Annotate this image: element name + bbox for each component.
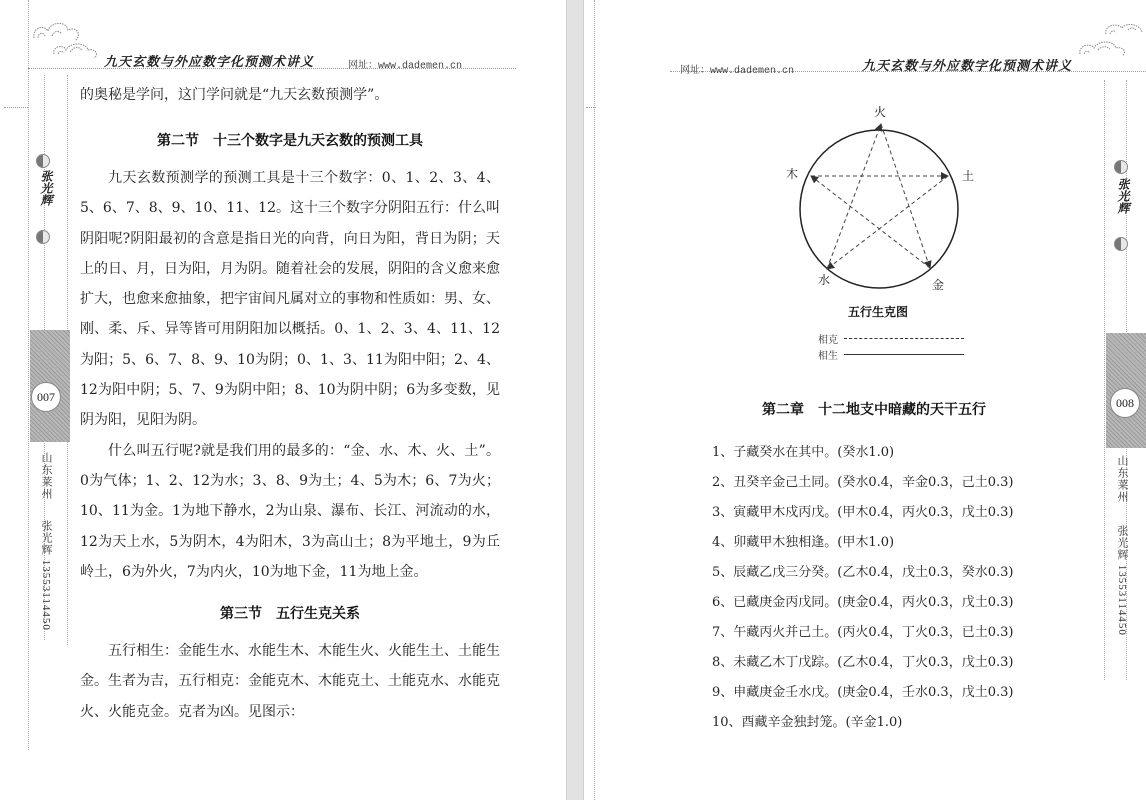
legend-label: 相克 [818, 335, 838, 346]
section-heading: 第三节 五行生克关系 [220, 606, 360, 622]
cloud-ornament-icon [1076, 20, 1146, 70]
list-item: 10、酉藏辛金独封笼。(辛金1.0) [712, 715, 903, 730]
section-body [80, 636, 500, 727]
node-water: 水 [818, 273, 831, 287]
paragraph: 九天玄数预测学的预测工具是十三个数字：0、1、2、3、4、5、6、7、8、9、10、11、12。这十三个数字分阴阳五行：什么叫阴阳呢?阴阳最初的含意是指日光的向背，向日为阳，背日为阴；天上的日、月，日为阳，月为阴。随着社会的发展，阴阳的含义愈来愈扩大，也愈来愈抽象，把宇宙间凡属对立的事物和性质如：男、女、刚、柔、斥、异等皆可用阴阳加以概括。0、1、2、3、4、11、12为阳；5、6、7、8、9、10为阴；0、1、3、11为阳中阳；2、4、12为阳中阴；5、7、9为阴中阳；8、10为阴中阴；6为多变数，见阴为阳，见阳为阴。 [80, 170, 500, 429]
section-body [80, 163, 500, 587]
control-arrow [811, 176, 930, 268]
five-elements-diagram [770, 98, 980, 298]
author-location: 山东莱州 [40, 452, 52, 500]
author-signature: 张光辉 [1116, 178, 1130, 214]
control-arrow [881, 124, 930, 268]
continuation-text [80, 80, 500, 110]
page-number: 008 [1110, 388, 1140, 418]
page-number: 007 [31, 382, 61, 412]
frame-line [1104, 80, 1105, 680]
node-wood: 木 [786, 167, 799, 181]
dashed-arrow-icon [844, 338, 964, 339]
paragraph: 什么叫五行呢?就是我们用的最多的：“金、水、木、火、土”。0为气体；1、2、12为水；3、8、9为土；4、5为木；6、7为火；10、11为金。1为地下静水，2为山泉、瀑布、长江、河流动的水，12为天上水，5为阴木，4为阳木，3为高山土；8为平地土，9为丘岭土，6为外火，7为内火，10为地下金，11为地上金。 [80, 442, 500, 580]
list-item: 1、子藏癸水在其中。(癸水1.0) [712, 445, 895, 460]
frame-tick [586, 107, 596, 108]
yin-yang-icon [36, 230, 50, 244]
legend-generate [818, 347, 964, 362]
header-book-title: 九天玄数与外应数字化预测术讲义 [862, 59, 1073, 74]
cloud-ornament-icon [30, 18, 110, 68]
list-item: 6、已藏庚金丙戊同。(庚金0.4，丙火0.3，戊土0.3) [712, 595, 1014, 610]
header-website-link[interactable]: 网址：www.dademen.cn [348, 61, 463, 72]
legend-label: 相生 [818, 351, 838, 362]
list-item: 9、申藏庚金壬水戊。(庚金0.4，壬水0.3，戊土0.3) [712, 685, 1014, 700]
yin-yang-icon [1114, 160, 1128, 174]
node-metal: 金 [932, 278, 945, 292]
node-earth: 土 [962, 169, 975, 183]
author-location: 山东莱州 [1116, 455, 1128, 503]
solid-arrow-icon [844, 354, 964, 355]
frame-tick [4, 107, 28, 108]
list-item: 3、寅藏甲木戍丙戊。(甲木0.4，丙火0.3，戊土0.3) [712, 505, 1014, 520]
author-contact: 张光辉 13553114450 [1116, 525, 1128, 636]
node-fire: 火 [874, 105, 887, 119]
legend-control [818, 331, 964, 346]
list-item: 7、午藏丙火并己土。(丙火0.4，丁火0.3，已土0.3) [712, 625, 1014, 640]
right-page [584, 0, 1146, 800]
control-arrow [827, 176, 948, 269]
list-item: 2、丑癸辛金己土同。(癸水0.4，辛金0.3，己土0.3) [712, 475, 1014, 490]
frame-line [594, 0, 595, 800]
chapter-heading: 第二章 十二地支中暗藏的天干五行 [762, 402, 986, 418]
list-item: 8、未藏乙木丁戊踪。(乙木0.4，丁火0.3，戊土0.3) [712, 655, 1014, 670]
left-page [0, 0, 566, 800]
section-heading: 第二节 十三个数字是九天玄数的预测工具 [157, 133, 423, 149]
author-signature: 张光辉 [39, 170, 53, 206]
header-website-link[interactable]: 网址：www.dademen.cn [680, 66, 795, 77]
cycle-circle [800, 130, 958, 288]
author-contact: 张光辉 13553114450 [40, 520, 52, 631]
frame-line [28, 0, 29, 750]
paragraph: 五行相生：金能生水、水能生木、木能生火、火能生土、土能生金。生者为吉，五行相克：金能克木、木能克土、土能克水、水能克火、火能克金。克者为凶。见图示： [80, 643, 500, 720]
list-item: 5、辰藏乙戊三分癸。(乙木0.4，戊土0.3，癸水0.3) [712, 565, 1014, 580]
paragraph: 的奥秘是学问，这门学问就是“九天玄数预测学”。 [80, 87, 389, 103]
header-book-title: 九天玄数与外应数字化预测术讲义 [104, 55, 315, 70]
page-gutter [566, 0, 584, 800]
list-item: 4、卯藏甲木独相逢。(甲木1.0) [712, 535, 895, 550]
figure-caption: 五行生克图 [848, 305, 909, 319]
control-arrow [827, 124, 881, 269]
yin-yang-icon [36, 154, 50, 168]
yin-yang-icon [1114, 237, 1128, 251]
